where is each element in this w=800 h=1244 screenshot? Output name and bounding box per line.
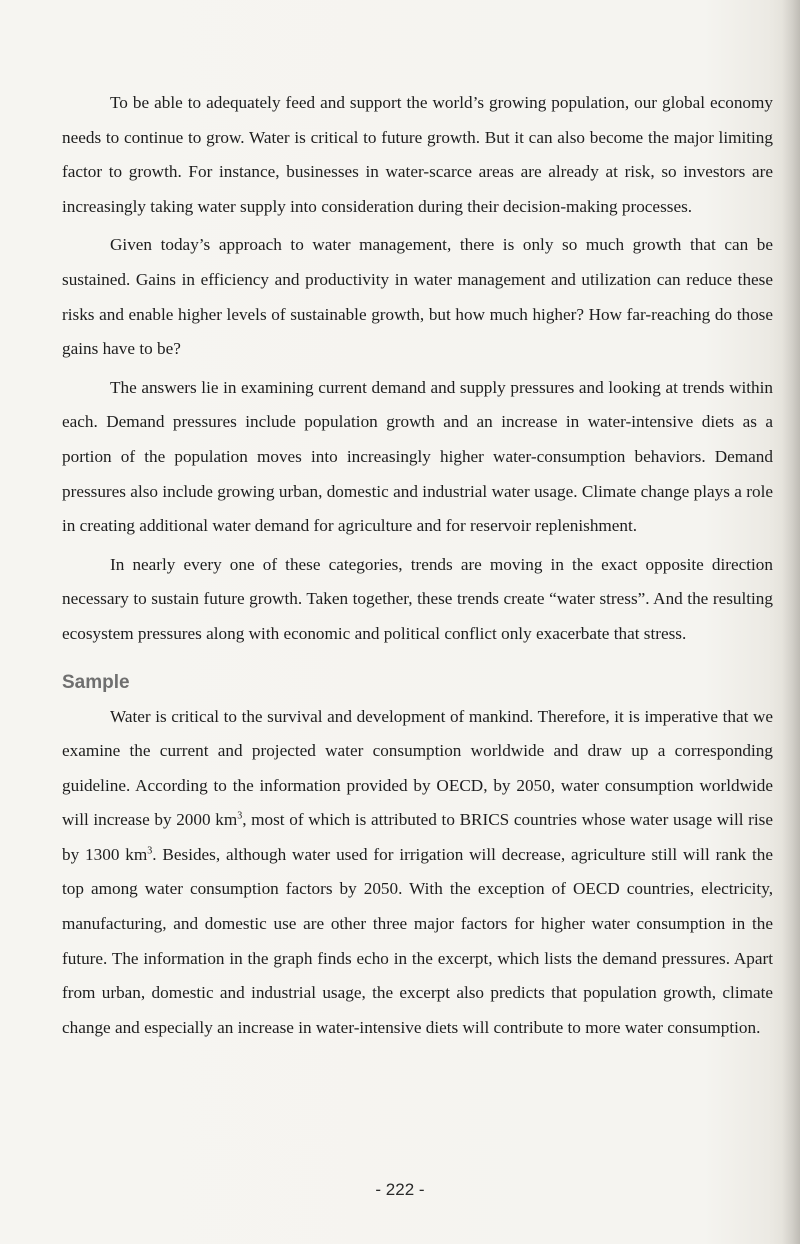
cubic-superscript-2: 3 — [147, 845, 153, 857]
article-paragraph-3: The answers lie in examining current demand and supply pressures and looking at trends within each. Demand pressures include population growth and an increase in water-intensive diets as a portion of the population moves into increasingly higher water-consumption behaviors. Demand pressures also include growing urban, domestic and industrial water usage. Climate change plays a role in creating additional water demand for agriculture and for reservoir replenishment. — [62, 377, 773, 536]
article-paragraph-4: In nearly every one of these categories, trends are moving in the exact opposite direction necessary to sustain future growth. Taken together, these trends create “water stress”. And the resulting ecosystem pressures along with economic and political conflict only exacerbate that stress. — [62, 554, 773, 643]
cubic-superscript-1: 3 — [237, 810, 243, 822]
page-content — [62, 86, 773, 1049]
page-edge-shadow — [782, 0, 800, 1244]
page-number: - 222 - — [375, 1180, 425, 1199]
sample-text-part-2: , most of which is attributed to BRICS countries whose water usage will rise by 1300 km — [62, 810, 773, 864]
sample-text-part-1: Water is critical to the survival and development of mankind. Therefore, it is imperative that we examine the current and projected water consumption worldwide and draw up a corresponding guideline. According to the information provided by OECD, by 2050, water consumption worldwide will increase by 2000 km — [62, 706, 773, 830]
article-paragraph-2: Given today’s approach to water management, there is only so much growth that can be sustained. Gains in efficiency and productivity in water management and utilization can reduce these risks and enable higher levels of sustainable growth, but how much higher? How far-reaching do those gains have to be? — [62, 235, 773, 359]
sample-paragraph — [62, 700, 773, 1046]
sample-heading: Sample — [62, 671, 130, 693]
sample-text-part-3: . Besides, although water used for irrigation will decrease, agriculture still will rank the top among water consumption factors by 2050. With the exception of OECD countries, electricity, manufacturing, and domestic use are other three major factors for higher water consumption in the future. The information in the graph finds echo in the excerpt, which lists the demand pressures. Apart from urban, domestic and industrial usage, the excerpt also predicts that population growth, climate change and especially an increase in water-intensive diets will contribute to more water consumption. — [62, 844, 773, 1037]
article-paragraph-1: To be able to adequately feed and support the world’s growing population, our global economy needs to continue to grow. Water is critical to future growth. But it can also become the major limiting factor to growth. For instance, businesses in water-scarce areas are already at risk, so investors are increasingly taking water supply into consideration during their decision-making processes. — [62, 93, 773, 216]
